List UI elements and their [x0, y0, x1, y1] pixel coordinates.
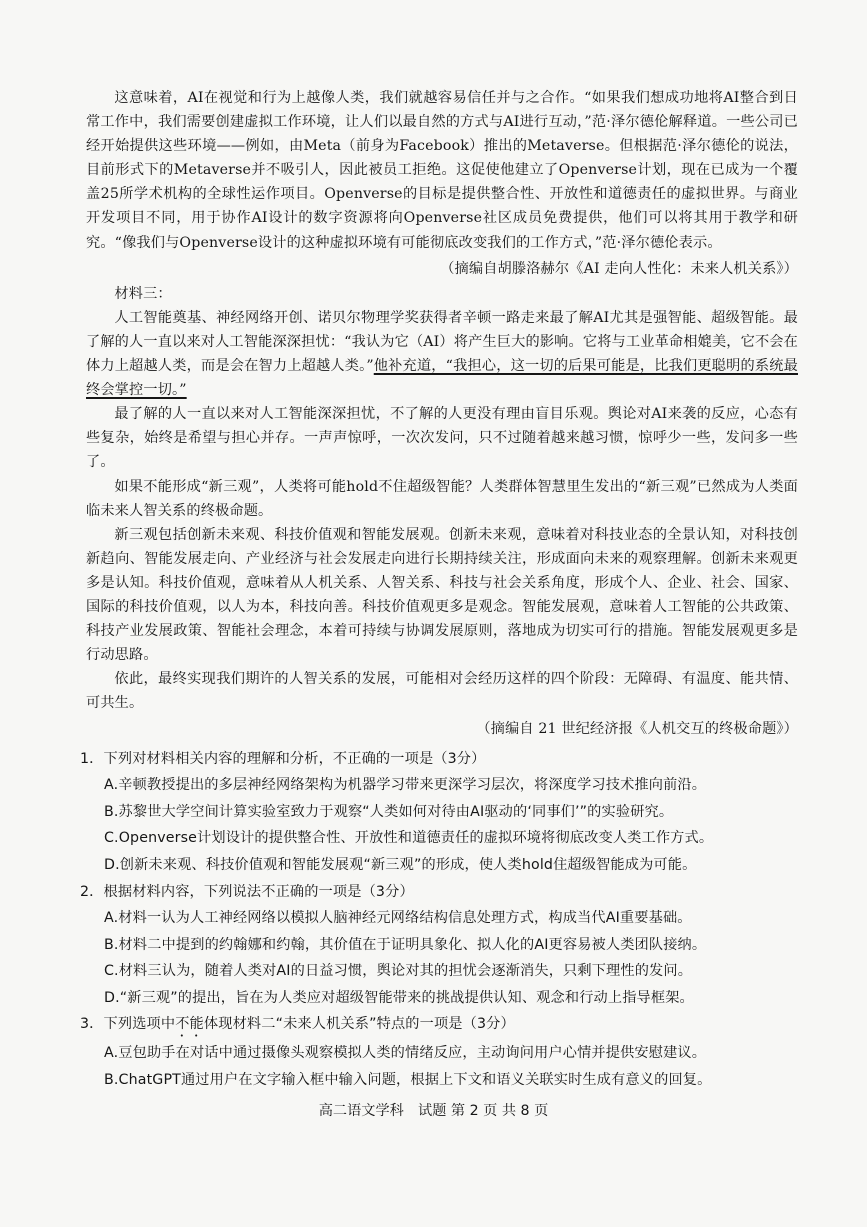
- question-3-stem-post: 体现材料二“未来人机关系”特点的一项是（3分）: [203, 1016, 515, 1033]
- question-2-option-c: C.材料三认为，随着人类对AI的日益习惯，舆论对其的担忧会逐渐消失，只剩下理性的发问。: [104, 963, 693, 980]
- question-2-option-b: B.材料二中提到的约翰娜和约翰，其价值在于证明具象化、拟人化的AI更容易被人类团队接纳。: [104, 936, 707, 953]
- question-1-option-a: A.辛顿教授提出的多层神经网络架构为机器学习带来更深学习层次，将深度学习技术推向前沿。: [104, 777, 707, 794]
- material2-paragraph: 这意味着，AI在视觉和行为上越像人类，我们就越容易信任并与之合作。“如果我们想成功地将AI整合到日常工作中，我们需要创建虚拟工作环境，让人们以最自然的方式与AI进行互动，”范·泽尔德伦解释道。一些公司已经开始提供这些环境——例如，由Meta（前身为Facebook）推出的Metaverse。但根据范·泽尔德伦的说法，目前形式下的Metaverse并不吸引人，因此被员工拒绝。这促使他建立了Openverse计划，现在已成为一个覆盖25所学术机构的全球性运作项目。Openverse的目标是提供整合性、开放性和道德责任的虚拟世界。与商业开发项目不同，用于协作AI设计的数字资源将向Openverse社区成员免费提供，他们可以将其用于教学和研究。“像我们与Openverse设计的这种虚拟环境有可能彻底改变我们的工作方式，”范·泽尔德伦表示。: [86, 90, 798, 251]
- material2-source: （摘编自胡滕洛赫尔《AI 走向人性化：未来人机关系》）: [440, 260, 798, 277]
- questions: [80, 746, 798, 1094]
- question-3-option-a: A.豆包助手在对话中通过摄像头观察模拟人类的情绪反应，主动询问用户心情并提供安慰建议。: [104, 1045, 707, 1062]
- material3-source: （摘编自 21 世纪经济报《人机交互的终极命题》）: [476, 721, 798, 738]
- material3-label: 材料三：: [114, 285, 172, 302]
- question-3-stem-pre: 3．下列选项中: [80, 1016, 176, 1033]
- question-1-option-d: D.创新未来观、科技价值观和智能发展观“新三观”的形成，使人类hold住超级智能成为可能。: [104, 856, 697, 873]
- material3-paragraph-1: [86, 306, 798, 402]
- material3-paragraph-4: 新三观包括创新未来观、科技价值观和智能发展观。创新未来观，意味着对科技业态的全景认知，对科技创新趋向、智能发展走向、产业经济与社会发展走向进行长期持续关注，形成面向未来的观察理解。创新未来观更多是认知。科技价值观，意味着从人机关系、人智关系、科技与社会关系角度，形成个人、企业、社会、国家、国际的科技价值观，以人为本，科技向善。科技价值观更多是观念。智能发展观，意味着人工智能的公共政策、科技产业发展政策、智能社会理念，本着可持续与协调发展原则，落地成为切实可行的措施。智能发展观更多是行动思路。: [86, 526, 798, 664]
- question-2-option-a: A.材料一认为人工神经网络以模拟人脑神经元网络结构信息处理方式，构成当代AI重要基础。: [104, 910, 692, 927]
- page-content: [80, 86, 798, 1094]
- material3-paragraph-2: 最了解的人一直以来对人工智能深深担忧，不了解的人更没有理由盲目乐观。舆论对AI来袭的反应，心态有些复杂，始终是希望与担心并存。一声声惊呼，一次次发问，只不过随着越来越习惯，惊呼少一些，发问多一些了。: [86, 406, 798, 471]
- question-1-option-c: C.Openverse计划设计的提供整合性、开放性和道德责任的虚拟环境将彻底改变人类工作方式。: [104, 830, 714, 847]
- material3-paragraph-3: 如果不能形成“新三观”，人类将可能hold不住超级智能？人类群体智慧里生发出的“新三观”已然成为人类面临未来人智关系的终极命题。: [86, 478, 798, 519]
- hinton-quote: 人工智能奠基、神经网络开创、诺贝尔物理学奖获得者辛顿一路走来最了解AI尤其是强智能、超级智能。最了解的人一直以来对人工智能深深担忧：“我认为它（AI）将产生巨大的影响。它将与工业革命相媲美，它不会在体力上超越人类，而是会在智力上超越人类。”: [86, 309, 798, 375]
- emphasized-word: 不能: [175, 1016, 204, 1033]
- question-3-option-b: B.ChatGPT通过用户在文字输入框中输入问题，根据上下文和语义关联实时生成有意义的回复。: [104, 1072, 712, 1089]
- question-2-stem: 2．根据材料内容，下列说法不正确的一项是（3分）: [80, 883, 414, 900]
- material3-paragraph-5: 依此，最终实现我们期许的人智关系的发展，可能相对会经历这样的四个阶段：无障碍、有温度、能共情、可共生。: [86, 671, 798, 712]
- question-2-option-d: D.“新三观”的提出，旨在为人类应对超级智能带来的挑战提供认知、观念和行动上指导框架。: [104, 989, 694, 1006]
- question-3-stem: [80, 1011, 798, 1040]
- question-1-stem: 1．下列对材料相关内容的理解和分析，不正确的一项是（3分）: [80, 750, 486, 767]
- page-footer: 高二语文学科 试题 第 2 页 共 8 页: [318, 1103, 549, 1119]
- question-1-option-b: B.苏黎世大学空间计算实验室致力于观察“人类如何对待由AI驱动的‘同事们’”的实验研究。: [104, 803, 674, 820]
- underlined-quote: 他补充道，“我担心，这一切的后果可能是，比我们更聪明的系统最终会掌控一切。”: [86, 358, 798, 399]
